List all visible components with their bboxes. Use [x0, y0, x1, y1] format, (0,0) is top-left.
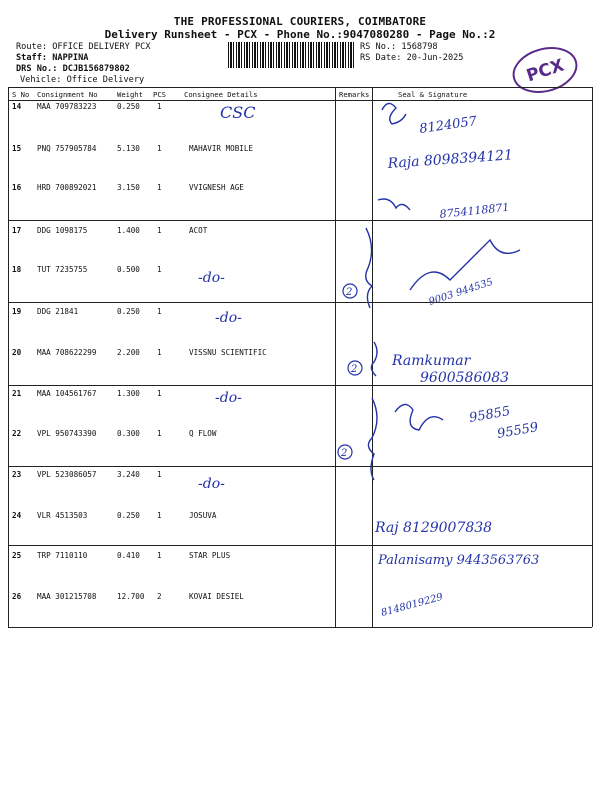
- cell-weight: 0.410: [117, 551, 140, 560]
- cell-consignee: Q FLOW: [189, 429, 217, 438]
- remark-count: 2: [351, 364, 358, 375]
- cell-weight: 3.150: [117, 183, 140, 192]
- cell-sno: 26: [12, 592, 22, 601]
- cell-cno: PNQ 757905784: [37, 144, 97, 153]
- staff-row: [16, 53, 88, 63]
- company-title: THE PROFESSIONAL COURIERS, COIMBATORE: [173, 15, 427, 28]
- cell-cno: MAA 301215708: [37, 592, 97, 601]
- row-separator: [8, 302, 592, 303]
- cell-weight: 0.500: [117, 265, 140, 274]
- cell-consignee: JOSUVA: [189, 511, 217, 520]
- rs-number: RS No.: 1568798: [360, 42, 438, 52]
- cell-consignee: STAR PLUS: [189, 551, 231, 560]
- signature-scribble: [410, 240, 520, 290]
- cell-sno: 16: [12, 183, 22, 192]
- handwriting-sig15: Raja 8098394121: [387, 147, 514, 172]
- remark-circle: [343, 284, 357, 298]
- col-signature: Seal & Signature: [398, 90, 468, 99]
- drs-value: DCJB156879802: [62, 64, 130, 74]
- cell-cno: MAA 708622299: [37, 348, 97, 357]
- remark-circle: [348, 361, 362, 375]
- header-bottom-border: [8, 100, 592, 101]
- cell-cno: MAA 104561767: [37, 389, 97, 398]
- route-text: Route: OFFICE DELIVERY PCX: [16, 42, 151, 52]
- cell-consignee: KOVAI DESIEL: [189, 592, 244, 601]
- handwriting-do: -do-: [198, 270, 225, 286]
- remarks-divider: [335, 87, 336, 627]
- staff-value: NAPPINA: [52, 53, 89, 63]
- staff-label: Staff:: [16, 53, 48, 63]
- cell-weight: 0.250: [117, 307, 140, 316]
- handwriting-sig17: 9003 944535: [427, 276, 495, 308]
- rs-date: RS Date: 20-Jun-2025: [360, 53, 464, 63]
- cell-cno: TRP 7110110: [37, 551, 88, 560]
- cell-cno: DDG 21841: [37, 307, 79, 316]
- cell-pcs: 1: [157, 551, 162, 560]
- cell-weight: 1.300: [117, 389, 140, 398]
- handwriting-csc: CSC: [220, 103, 256, 122]
- col-consignee: Consignee Details: [184, 90, 258, 99]
- col-pcs: PCS: [153, 90, 166, 99]
- signature-scribble: [378, 199, 410, 210]
- cell-cno: TUT 7235755: [37, 265, 88, 274]
- cell-weight: 2.200: [117, 348, 140, 357]
- drs-label: DRS No.:: [16, 64, 58, 74]
- cell-weight: 3.240: [117, 470, 140, 479]
- signature-divider: [372, 87, 373, 627]
- table-right-border: [592, 87, 593, 627]
- cell-sno: 15: [12, 144, 22, 153]
- vehicle-text: Vehicle: Office Delivery: [20, 75, 145, 85]
- handwriting-sig25: Palanisamy 9443563763: [378, 553, 540, 568]
- cell-pcs: 1: [157, 265, 162, 274]
- col-sno: S No: [12, 90, 30, 99]
- cell-weight: 0.300: [117, 429, 140, 438]
- cell-pcs: 1: [157, 307, 162, 316]
- row-separator: [8, 385, 592, 386]
- cell-weight: 1.400: [117, 226, 140, 235]
- cell-consignee: MAHAVIR MOBILE: [189, 144, 254, 153]
- remark-count: 2: [346, 287, 353, 298]
- handwriting-sig20-phone: 9600586083: [420, 370, 510, 386]
- row-separator: [8, 545, 592, 546]
- handwriting-sig22-b: 95559: [496, 419, 540, 442]
- cell-sno: 17: [12, 226, 22, 235]
- cell-cno: MAA 709783223: [37, 102, 97, 111]
- cell-pcs: 1: [157, 348, 162, 357]
- signature-scribble: [382, 103, 406, 124]
- cell-sno: 22: [12, 429, 22, 438]
- col-remarks: Remarks: [339, 90, 370, 99]
- cell-sno: 20: [12, 348, 22, 357]
- cell-sno: 14: [12, 102, 22, 111]
- remark-count: 2: [341, 448, 348, 459]
- drs-row: [16, 64, 130, 74]
- cell-weight: 0.250: [117, 511, 140, 520]
- cell-pcs: 1: [157, 144, 162, 153]
- cell-cno: VPL 523086057: [37, 470, 97, 479]
- cell-pcs: 1: [157, 470, 162, 479]
- cell-consignee: VISSNU SCIENTIFIC: [189, 348, 267, 357]
- cell-sno: 25: [12, 551, 22, 560]
- table-bottom-border: [8, 627, 592, 628]
- handwriting-do: -do-: [198, 476, 225, 492]
- remark-circle: [338, 445, 352, 459]
- cell-sno: 18: [12, 265, 22, 274]
- row-separator: [8, 220, 592, 221]
- handwriting-sig14: 8124057: [418, 114, 478, 137]
- cell-pcs: 1: [157, 226, 162, 235]
- col-weight: Weight: [117, 90, 143, 99]
- cell-sno: 21: [12, 389, 22, 398]
- cell-cno: VPL 950743390: [37, 429, 97, 438]
- cell-pcs: 1: [157, 511, 162, 520]
- cell-cno: DDG 1098175: [37, 226, 88, 235]
- barcode: [228, 42, 354, 68]
- stamp-text: PCX: [524, 55, 567, 87]
- cell-pcs: 1: [157, 183, 162, 192]
- cell-consignee: ACOT: [189, 226, 208, 235]
- cell-pcs: 1: [157, 389, 162, 398]
- cell-consignee: VVIGNESH AGE: [189, 183, 244, 192]
- signature-scribble: [395, 404, 443, 430]
- cell-pcs: 1: [157, 429, 162, 438]
- runsheet-subtitle: Delivery Runsheet - PCX - Phone No.:9047080280 - Page No.:2: [104, 28, 496, 41]
- cell-weight: 5.130: [117, 144, 140, 153]
- row-separator: [8, 466, 592, 467]
- cell-pcs: 2: [157, 592, 162, 601]
- cell-cno: VLR 4513503: [37, 511, 88, 520]
- table-top-border: [8, 87, 592, 88]
- handwriting-sig20-name: Ramkumar: [392, 353, 471, 369]
- handwriting-sig26: 8148019229: [379, 591, 445, 619]
- col-consignment: Consignment No: [37, 90, 98, 99]
- cell-sno: 19: [12, 307, 22, 316]
- handwriting-sig24: Raj 8129007838: [375, 520, 493, 536]
- handwriting-sig22-a: 95855: [468, 403, 512, 426]
- table-left-border: [8, 87, 9, 627]
- cell-weight: 12.700: [117, 592, 145, 601]
- cell-cno: HRD 700892021: [37, 183, 97, 192]
- cell-weight: 0.250: [117, 102, 140, 111]
- handwriting-do: -do-: [215, 310, 242, 326]
- cell-sno: 23: [12, 470, 22, 479]
- cell-pcs: 1: [157, 102, 162, 111]
- cell-sno: 24: [12, 511, 22, 520]
- handwriting-do: -do-: [215, 390, 242, 406]
- handwriting-sig16: 8754118871: [438, 200, 510, 221]
